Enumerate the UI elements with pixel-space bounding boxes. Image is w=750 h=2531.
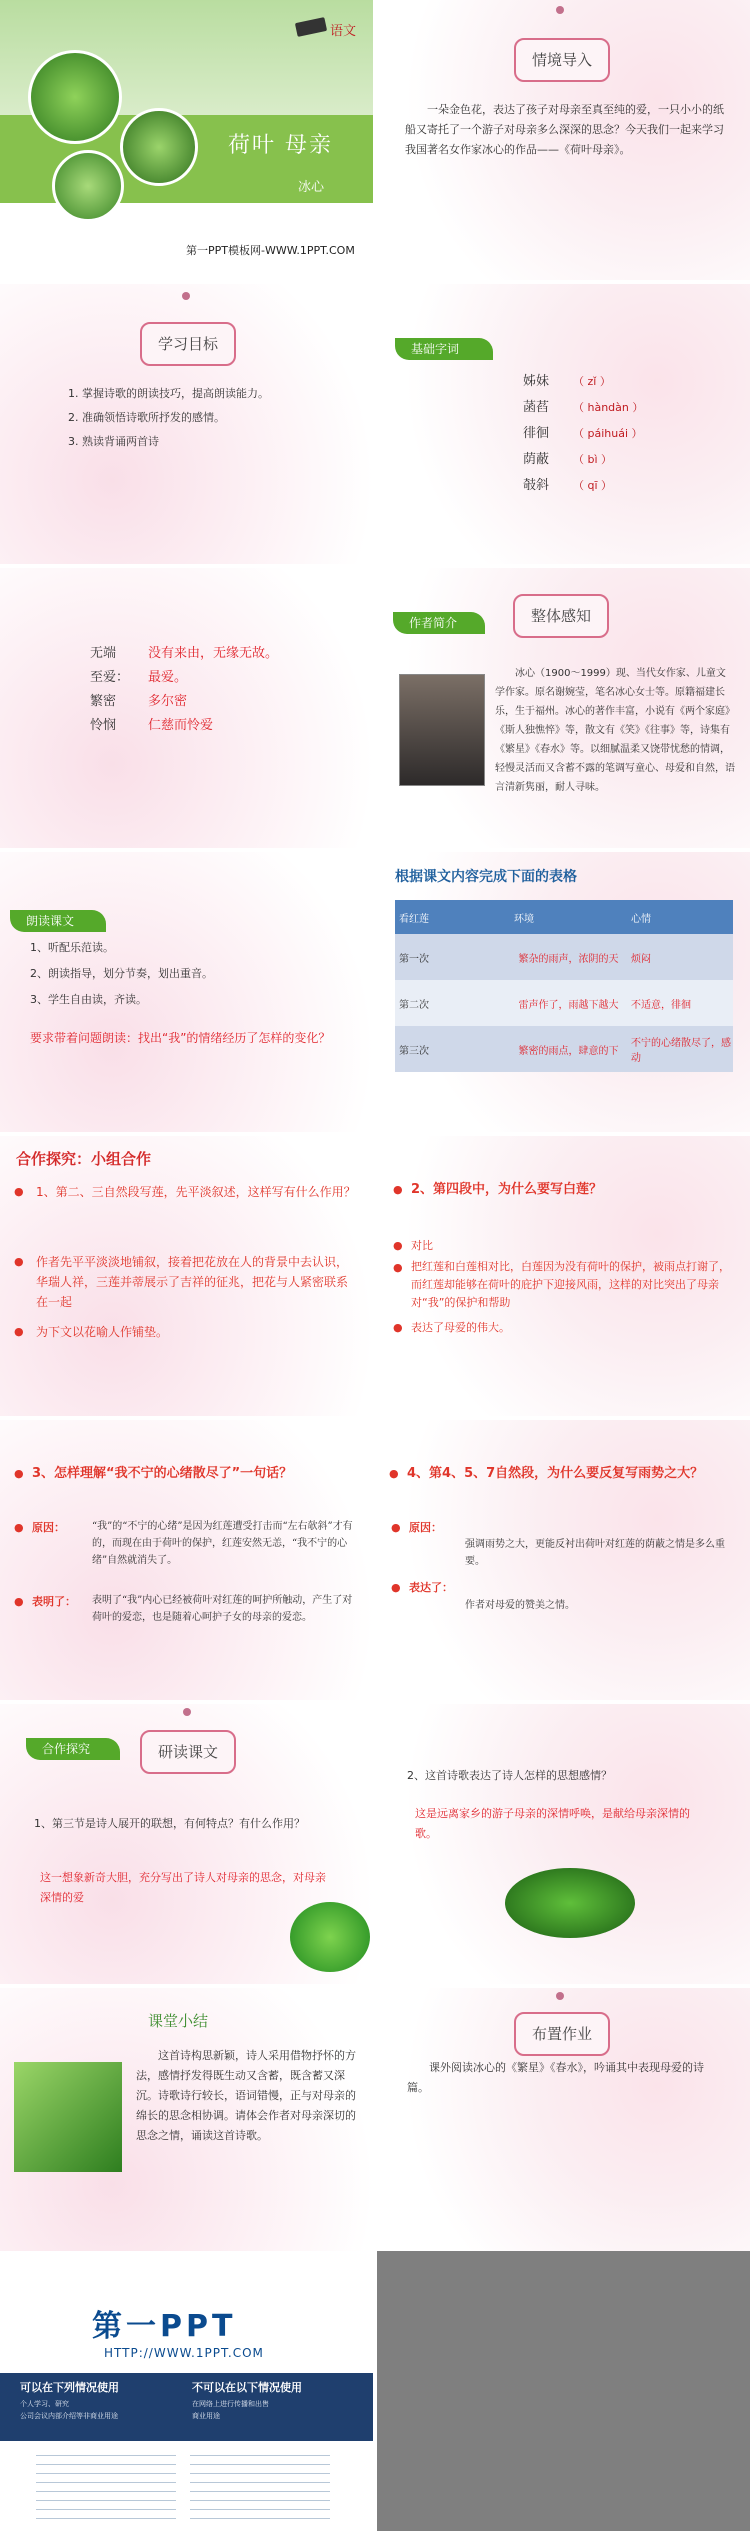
- bullet-icon: ●: [14, 1255, 24, 1268]
- question-text: 2、第四段中，为什么要写白莲？: [411, 1182, 603, 1197]
- answer-text: 把红莲和白莲相对比，白莲因为没有荷叶的保护，被雨点打谢了，而红莲却能够在荷叶的庇护下迎接风雨，这样的对比突出了母亲对“我”的保护和帮助: [411, 1260, 730, 1309]
- link-list-right: [190, 2449, 330, 2523]
- sign-goals: 学习目标: [140, 322, 236, 366]
- table-cell: 第二次: [399, 999, 429, 1011]
- question-text: 3、怎样理解“我不宁的心绪散尽了”一句话？: [32, 1466, 293, 1481]
- sign-nail: [556, 6, 564, 14]
- term: 无端: [90, 646, 117, 661]
- answer-text: 这是远离家乡的游子母亲的深情呼唤，是献给母亲深情的歌。: [415, 1807, 690, 1840]
- link-list-left: [36, 2449, 176, 2523]
- bullet-icon: ●: [14, 1185, 24, 1198]
- reason-text: 强调雨势之大，更能反衬出荷叶对红莲的荫蔽之情是多么重要。: [465, 1539, 725, 1567]
- sign-study: 研读课文: [140, 1730, 236, 1774]
- question-text: 1、第三节是诗人展开的联想，有何特点？有什么作用？: [34, 1817, 305, 1830]
- summary-text: 这首诗构思新颖，诗人采用借物抒怀的方法，感情抒发得既生动又含蓄，既含蓄又深沉。诗歌诗行较长，语词错慢，正与对母亲的绵长的思念相协调。请体会作者对母亲深切的思念之情，诵读这首诗歌。: [136, 2049, 356, 2142]
- shows-text: 作者对母爱的赞美之情。: [465, 1600, 575, 1611]
- term-meaning: 仁慈而怜爱: [148, 718, 214, 733]
- term-meaning: 没有来由，无缘无故。: [148, 646, 279, 661]
- lotus-leaf-image: [290, 1902, 370, 1972]
- page-title: 荷叶 母亲: [228, 133, 333, 158]
- lotus-leaves-image: [505, 1868, 635, 1938]
- lotus-leaf-photo-3: [52, 150, 124, 222]
- sign-homework: 布置作业: [514, 2012, 610, 2056]
- answer-text: 表达了母爱的伟大。: [411, 1321, 510, 1334]
- answer-text: 为下文以花喻人作铺垫。: [36, 1325, 169, 1339]
- slide-discussion-1: [0, 1136, 373, 1416]
- usage-allowed-title: 可以在下列情况使用: [20, 2381, 119, 2394]
- usage-allowed-item: 个人学习、研究: [20, 2400, 69, 2408]
- answer-text: 这一想象新奇大胆，充分写出了诗人对母亲的思念，对母亲深情的爱: [40, 1871, 326, 1904]
- slide-discussion-2: [377, 1136, 750, 1416]
- slide-feelings: [377, 1704, 750, 1984]
- bullet-icon: ●: [389, 1467, 399, 1480]
- answer-text: 对比: [411, 1239, 433, 1252]
- reading-step: 3、学生自由读，齐读。: [30, 993, 147, 1006]
- slide-goals: [0, 284, 373, 564]
- tag-reading: 朗读课文: [10, 910, 106, 932]
- vocab-pinyin: （ qī ）: [573, 479, 613, 492]
- shows-text: 表明了“我”内心已经被荷叶对红莲的呵护所触动，产生了对荷叶的爱恋，也是随着心呵护子女的母亲的爱恋。: [92, 1595, 353, 1623]
- bullet-icon: ●: [14, 1325, 24, 1338]
- author-name: 冰心: [298, 180, 325, 195]
- sign-overall: 整体感知: [513, 594, 609, 638]
- term: 怜悯: [90, 718, 117, 733]
- homework-text: 课外阅读冰心的《繁星》《春水》，吟诵其中表现母爱的诗篇。: [407, 2061, 704, 2094]
- slide-study: [0, 1704, 373, 1984]
- question-text: 2、这首诗歌表达了诗人怎样的思想感情？: [407, 1769, 612, 1782]
- vocab-word: 姊妹: [523, 374, 550, 389]
- question-text: 4、第4、5、7自然段，为什么要反复写雨势之大？: [407, 1466, 704, 1481]
- table-header: 环境: [514, 913, 534, 925]
- slide-meanings: [0, 568, 373, 848]
- reading-step: 1、听配乐范读。: [30, 941, 114, 954]
- table-cell: 第一次: [399, 953, 429, 965]
- slide-ending: [0, 2251, 373, 2531]
- lotus-photo: [14, 2062, 122, 2172]
- table-cell: 不宁的心绪散尽了，感动: [631, 1038, 731, 1064]
- label-shows: 表明了：: [32, 1595, 76, 1608]
- table-cell: 繁密的雨点，肆意的下: [518, 1045, 619, 1057]
- author-bio: 冰心（1900～1999）现、当代女作家、儿童文学作家。原名谢婉莹，笔名冰心女士等。原籍福建长乐，生于福州。冰心的著作丰富，小说有《两个家庭》《斯人独憔悴》等，散文有《笑》《往事》等，诗集有《繁星》《春水》等。以细腻温柔又饶带忧愁的情调，轻慢灵活而又含蓄不露的笔调写童心、母爱和自然，语言清新隽丽，耐人寻味。: [495, 668, 735, 793]
- slide-reading: [0, 852, 373, 1132]
- label-shows: 表达了：: [409, 1581, 453, 1594]
- usage-allowed-item: 公司会议内部介绍等非商业用途: [20, 2412, 118, 2420]
- vocab-pinyin: （ bì ）: [573, 453, 613, 466]
- footer-site: 第一PPT模板网-WWW.1PPT.COM: [186, 244, 355, 257]
- bullet-icon: ●: [393, 1183, 403, 1196]
- slide-homework: [377, 1988, 750, 2268]
- slide-discussion-3: [0, 1420, 373, 1700]
- bullet-icon: ●: [393, 1239, 403, 1252]
- term: 繁密: [90, 694, 117, 709]
- vocab-pinyin: （ hàndàn ）: [573, 401, 644, 414]
- section-title: 合作探究：小组合作: [16, 1150, 152, 1168]
- corner-subject: 语文: [330, 24, 357, 39]
- empty-area: [377, 2251, 750, 2531]
- bullet-icon: ●: [393, 1321, 403, 1334]
- usage-forbidden-item: 在网络上进行传播和出售: [192, 2400, 269, 2408]
- bullet-icon: ●: [393, 1261, 403, 1274]
- table-cell: 雷声作了，雨越下越大: [518, 999, 619, 1011]
- slide-intro: [377, 0, 750, 280]
- goal-item: 1. 掌握诗歌的朗读技巧，提高朗读能力。: [68, 387, 269, 400]
- term-meaning: 多尔密: [148, 694, 188, 709]
- slide-vocab: [377, 284, 750, 564]
- table-row: [395, 980, 733, 1026]
- vocab-word: 菡萏: [523, 400, 550, 415]
- tag-cooperate: 合作探究: [26, 1738, 120, 1760]
- reading-question: 要求带着问题朗读：找出“我”的情绪经历了怎样的变化？: [30, 1031, 331, 1045]
- bullet-icon: ●: [391, 1521, 401, 1534]
- table-row: [395, 934, 733, 980]
- answer-text: 作者先平平淡淡地铺叙，接着把花放在人的背景中去认识，华瑞人祥，三莲并蒂展示了吉祥的征兆，把花与人紧密联系在一起: [36, 1255, 349, 1309]
- table-header: 心情: [631, 913, 651, 925]
- summary-title: 课堂小结: [148, 2012, 209, 2030]
- ppt-url[interactable]: HTTP://WWW.1PPT.COM: [104, 2346, 264, 2360]
- bullet-icon: ●: [14, 1595, 24, 1608]
- bullet-icon: ●: [391, 1581, 401, 1594]
- label-reason: 原因：: [32, 1521, 65, 1534]
- vocab-word: 攲斜: [523, 478, 550, 493]
- emotion-table: [395, 900, 733, 1072]
- slide-summary: [0, 1988, 373, 2268]
- label-reason: 原因：: [409, 1521, 442, 1534]
- vocab-word: 徘徊: [523, 426, 550, 441]
- tag-author: 作者简介: [393, 612, 485, 634]
- goal-item: 2. 准确领悟诗歌所抒发的感情。: [68, 411, 225, 424]
- slide-title: [0, 0, 373, 280]
- table-header-row: [395, 900, 733, 934]
- slide-author: [377, 568, 750, 848]
- vocab-pinyin: （ zǐ ）: [573, 375, 611, 388]
- slide-table: [377, 852, 750, 1132]
- table-row: [395, 1026, 733, 1072]
- table-cell: 第三次: [399, 1045, 429, 1057]
- slide-discussion-4: [377, 1420, 750, 1700]
- reason-text: “我”的“不宁的心绪”是因为红莲遭受打击而“左右欹斜”才有的，而现在由于荷叶的保护，红莲安然无恙，“我不宁的心绪”自然就消失了。: [92, 1521, 353, 1566]
- term-meaning: 最爱。: [148, 670, 188, 685]
- lotus-leaf-photo-1: [28, 50, 122, 144]
- usage-forbidden-item: 商业用途: [192, 2412, 220, 2420]
- table-title: 根据课文内容完成下面的表格: [395, 869, 577, 885]
- question-text: 1、第二、三自然段写莲，先平淡叙述，这样写有什么作用？: [36, 1185, 356, 1199]
- table-cell: 不适意，徘徊: [631, 999, 691, 1011]
- intro-text: 一朵金色花，表达了孩子对母亲至真至纯的爱，一只小小的纸船又寄托了一个游子对母亲多么深深的思念？今天我们一起来学习我国著名女作家冰心的作品——《荷叶母亲》。: [405, 103, 724, 156]
- bullet-icon: ●: [14, 1467, 24, 1480]
- ppt-logo: 第一PPT: [92, 2309, 237, 2344]
- tag-vocab: 基础字词: [395, 338, 493, 360]
- author-photo: [399, 674, 485, 786]
- table-cell: 繁杂的雨声，浓阴的天: [518, 953, 619, 965]
- lotus-leaf-photo-2: [120, 108, 198, 186]
- table-cell: 烦闷: [631, 953, 651, 965]
- reading-step: 2、朗读指导，划分节奏，划出重音。: [30, 967, 213, 980]
- usage-forbidden-title: 不可以在以下情况使用: [192, 2381, 302, 2394]
- goal-item: 3. 熟读背诵两首诗: [68, 435, 159, 448]
- vocab-word: 荫蔽: [523, 452, 550, 467]
- table-header: 看红莲: [399, 913, 429, 925]
- sign-intro: 情境导入: [514, 38, 610, 82]
- term: 至爱：: [90, 670, 130, 685]
- bullet-icon: ●: [14, 1521, 24, 1534]
- vocab-pinyin: （ páihuái ）: [573, 427, 643, 440]
